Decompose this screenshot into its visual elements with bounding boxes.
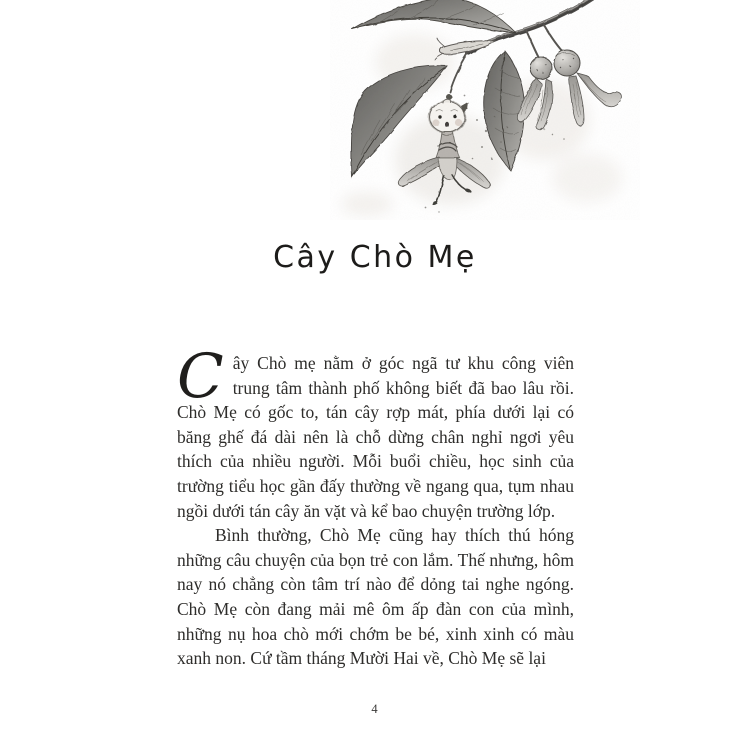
illustration-cho-branch-and-seed-fairy [330, 0, 640, 220]
paragraph-1 [177, 341, 574, 523]
page-number: 4 [371, 702, 379, 716]
paragraph-1-text: ây Chò mẹ nằm ở góc ngã tư khu công viên trung tâm thành phố không biết đã bao lâu rồi. Chò Mẹ có gốc to, tán cây rợp mát, phía dưới lại có băng ghế đá dài nên là chỗ dừng chân nghỉ ngơi yêu thích của nhiều người. Mỗi buổi chiều, học sinh của trường tiểu học gần đấy thường về ngang qua, tụm nhau ngồi dưới tán cây ăn vặt và kể bao chuyện trường lớp. [177, 353, 574, 521]
drop-cap: C [177, 341, 224, 412]
paper-grain-texture [330, 0, 640, 220]
chapter-title: Cây Chò Mẹ [273, 240, 477, 275]
body-text [177, 341, 574, 671]
paragraph-2: Bình thường, Chò Mẹ cũng hay thích thú hóng những câu chuyện của bọn trẻ con lắm. Thế nhưng, hôm nay nó chẳng còn tâm trí nào để dỏng tai nghe ngóng. Chò Mẹ còn đang mải mê ôm ấp đàn con của mình, những nụ hoa chò mới chớm be bé, xinh xinh có màu xanh non. Cứ tầm tháng Mười Hai về, Chò Mẹ sẽ lại [177, 525, 574, 669]
